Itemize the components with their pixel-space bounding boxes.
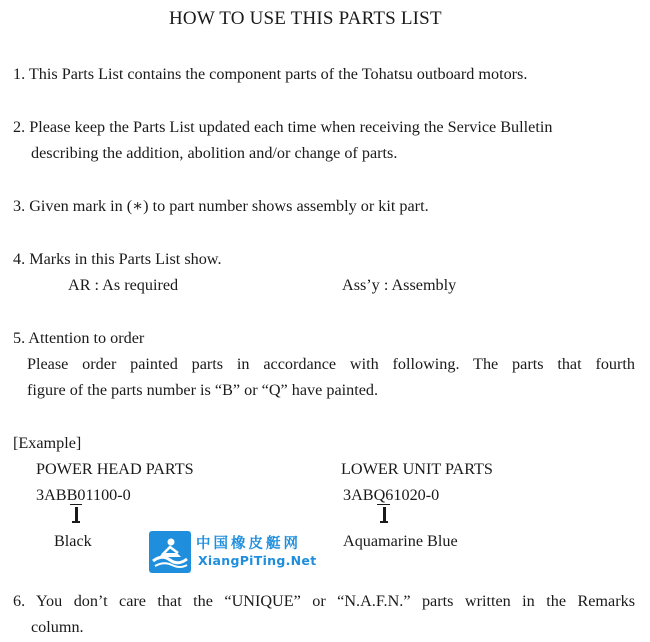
watermark-chinese-text: 中国橡皮艇网 bbox=[196, 536, 301, 552]
underline-q bbox=[377, 504, 390, 505]
item-4-heading: 4. Marks in this Parts List show. bbox=[13, 250, 222, 268]
item-6-line-1: 6. You don’t care that the “UNIQUE” or “N.A.F.N.” parts written in the Remarks bbox=[13, 592, 635, 610]
paint-code-q: Q bbox=[373, 486, 386, 504]
lower-unit-part-number bbox=[343, 485, 439, 505]
color-aquamarine-blue: Aquamarine Blue bbox=[343, 532, 458, 550]
item-5-line-2: figure of the parts number is “B” or “Q” have painted. bbox=[27, 381, 379, 399]
power-head-part-number bbox=[36, 485, 131, 505]
underline-b bbox=[70, 504, 82, 505]
color-black: Black bbox=[54, 532, 92, 550]
item-1: 1. This Parts List contains the component parts of the Tohatsu outboard motors. bbox=[13, 65, 528, 83]
item-2-line-1: 2. Please keep the Parts List updated each time when receiving the Service Bulletin bbox=[13, 118, 553, 136]
part-prefix: 3AB bbox=[36, 486, 67, 504]
example-label: [Example] bbox=[13, 434, 82, 452]
paint-code-b: B bbox=[66, 486, 78, 504]
pointer-b-cap bbox=[72, 521, 80, 523]
item-2-line-2: describing the addition, abolition and/or change of parts. bbox=[31, 144, 398, 162]
part-prefix: 3AB bbox=[343, 486, 374, 504]
item-3: 3. Given mark in (∗) to part number shows assembly or kit part. bbox=[13, 197, 429, 215]
lower-unit-heading: LOWER UNIT PARTS bbox=[341, 460, 493, 478]
pointer-q-cap bbox=[380, 521, 388, 523]
watermark-logo-icon bbox=[148, 530, 192, 574]
power-head-heading: POWER HEAD PARTS bbox=[36, 460, 194, 478]
item-5-heading: 5. Attention to order bbox=[13, 329, 145, 347]
watermark bbox=[148, 530, 318, 574]
mark-ar: AR : As required bbox=[68, 276, 179, 294]
part-suffix: 01100-0 bbox=[77, 486, 131, 504]
part-suffix: 61020-0 bbox=[385, 486, 440, 504]
item-5-line-1: Please order painted parts in accordance with following. The parts that fourth bbox=[27, 355, 635, 373]
page-title: HOW TO USE THIS PARTS LIST bbox=[169, 8, 442, 29]
watermark-latin-text: XiangPiTing.Net bbox=[198, 553, 317, 568]
mark-assy: Ass’y : Assembly bbox=[342, 276, 457, 294]
item-6-line-2: column. bbox=[31, 618, 84, 636]
